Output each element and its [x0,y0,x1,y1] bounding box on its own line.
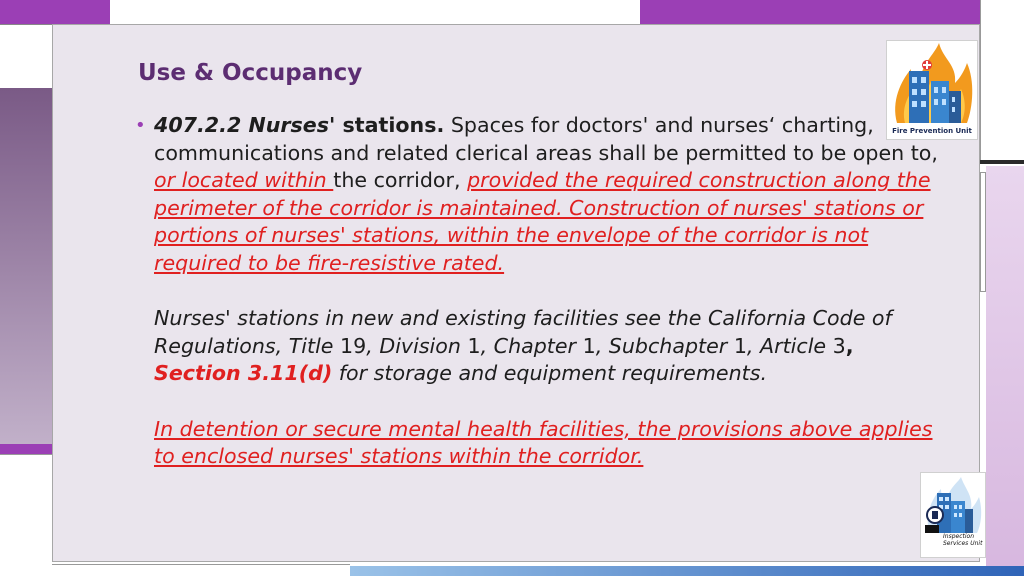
bullet-content [135,112,944,471]
section-number: 407.2.2 Nurses' [154,113,336,137]
p2-division-number: 1 [467,333,481,358]
section-reference: Section 3.11(d) [154,361,333,386]
deco-bottom-blue-bar [350,566,1024,576]
slide-title: Use & Occupancy [138,60,363,86]
p2-subchapter-number: 1 [733,333,747,358]
p2-chapter-number: 1 [582,333,596,358]
deco-left-purple-line [0,444,52,454]
p2-text-2: , Division [366,333,468,358]
deco-top-left-purple-bar [0,0,110,24]
deco-left-bottom-white [0,454,52,576]
logo-caption-inspection: Inspection Services Unit [943,533,983,547]
p2-title-number: 19 [340,333,367,358]
p2-text-1: Nurses' stations in new and existing facilities see the California Code of Regulations, Title [154,306,892,358]
p2-text-3: , Chapter [480,333,583,358]
logo-caption-fire-prevention: Fire Prevention Unit [892,127,972,135]
deco-right-small-box [980,172,986,292]
deco-bottom-left-line [52,564,350,565]
p2-text-5: , Article [746,333,833,358]
deco-top-right-purple-bar [640,0,980,24]
p2-article-number: 3 [832,333,846,358]
paragraph-ccr-reference [154,305,944,388]
deco-right-lilac-column [986,166,1024,576]
deco-left-plum-column [0,88,52,444]
deco-left-top-line [0,24,52,25]
deco-top-right-edge [980,0,1024,24]
paragraph-nurses-stations [154,112,944,278]
p1-text-1: Spaces for doctors' and nurses‘ charting, communications and related clerical areas shall be permitted to be open to, [154,113,938,165]
p2-text-4: , Subchapter [595,333,734,358]
p3-underlined-red: In detention or secure mental health facilities, the provisions above applies to enclosed nurses' stations within the corridor. [154,416,933,469]
p2-text-6: for storage and equipment requirements. [332,361,767,386]
p1-underlined-red-2: provided the required construction along the perimeter of the corridor is maintained. Construction of nurses' stations or portions of nurses' stations, within the envelope of the corridor is not required to be fire-resistive rated. [154,168,931,275]
p1-underlined-red-1: or located within [154,168,334,193]
section-name: stations. [335,113,445,137]
p1-text-2: the corridor, [333,168,468,193]
paragraph-detention-facilities [154,416,944,471]
bullet-marker: • [135,115,146,136]
inspection-services-logo [920,472,986,558]
deco-right-white-strip [980,24,1024,164]
building-badge-icon [921,475,985,535]
p2-comma: , [845,333,854,358]
deco-right-black-line [980,160,1024,164]
